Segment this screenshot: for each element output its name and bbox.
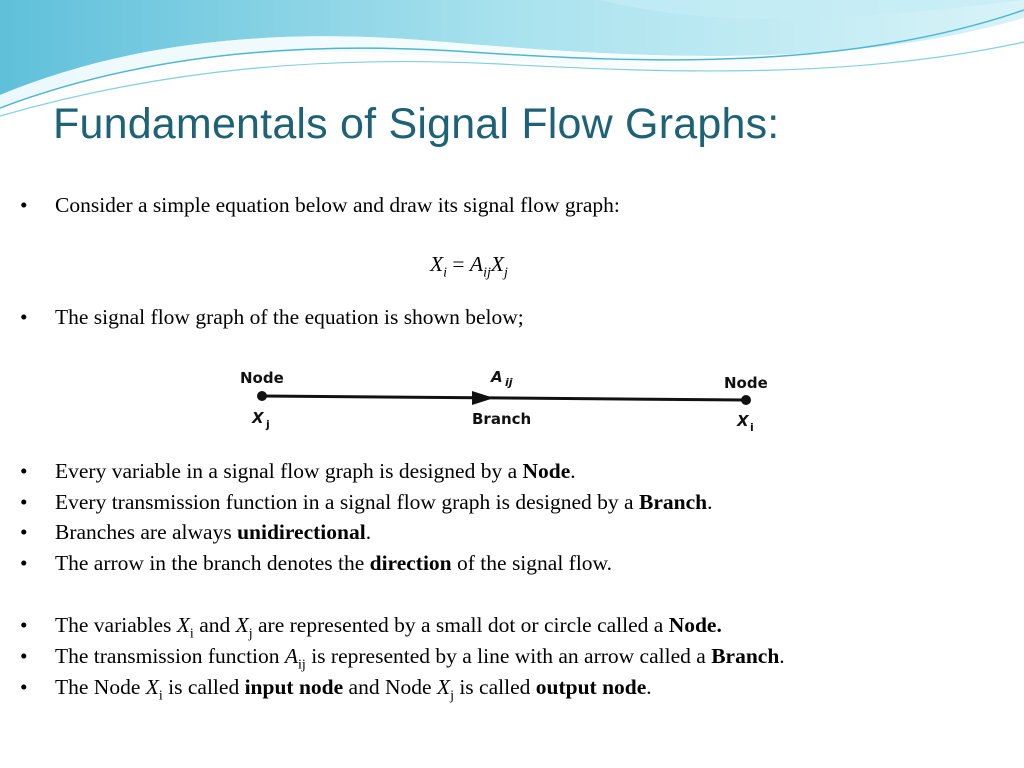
node-dot-left <box>257 391 267 401</box>
bullet-text: are represented by a small dot or circle called a <box>252 613 669 637</box>
left-node-var: X <box>252 409 264 427</box>
var-xj: X <box>235 613 249 637</box>
bullet-marker: • <box>20 551 28 575</box>
bullet-bold-term: input node <box>244 675 344 699</box>
bullet-text: Consider a simple equation below and draw its signal flow graph: <box>55 193 620 217</box>
bullet-item <box>20 458 576 484</box>
branch-gain: A <box>491 368 503 386</box>
signal-flow-graph-diagram <box>232 362 777 434</box>
var-xi-sub: i <box>158 688 163 704</box>
bullet-text: The Node <box>55 675 146 699</box>
bullet-text-end: . <box>707 490 713 514</box>
equation <box>430 252 508 281</box>
bullet-item <box>20 674 652 704</box>
slide-title: Fundamentals of Signal Flow Graphs: <box>53 100 780 148</box>
bullet-text-end: . <box>365 520 372 544</box>
bullet-text: is represented by a line with an arrow called a <box>305 644 712 668</box>
var-xj-sub: j <box>248 626 253 642</box>
var-xj: X <box>436 675 451 699</box>
eq-rhs-var: X <box>490 252 504 276</box>
eq-lhs-var: X <box>430 252 444 276</box>
bullet-bold-term: Branch <box>638 490 708 514</box>
right-node-label: Node <box>724 374 768 392</box>
bullet-marker: • <box>20 459 28 483</box>
var-aij: A <box>284 644 299 668</box>
bullet-item <box>20 519 371 545</box>
right-node-sub: i <box>750 421 754 434</box>
bullet-bold-term: Branch <box>711 644 780 668</box>
var-xi-sub: i <box>189 626 194 642</box>
bullet-bold-term: direction <box>369 551 452 575</box>
bullet-marker: • <box>20 644 28 668</box>
bullet-marker: • <box>20 613 28 637</box>
bullet-bold-term: Node <box>522 459 571 483</box>
node-dot-right <box>741 395 751 405</box>
bullet-bold-term: Node. <box>668 613 722 637</box>
bullet-text: is called <box>162 675 245 699</box>
eq-lhs-sub: i <box>443 265 448 281</box>
bullet-marker: • <box>20 675 28 699</box>
eq-equals: = <box>447 252 470 276</box>
bullet-text: and Node <box>343 675 437 699</box>
bullet-text: Branches are always <box>55 520 238 544</box>
bullet-bold-term: output node <box>535 675 647 699</box>
var-xi: X <box>145 675 159 699</box>
bullet-item <box>20 489 712 515</box>
bullet-marker: • <box>20 193 28 217</box>
bullet-item <box>20 304 524 330</box>
bullet-item <box>20 612 722 642</box>
bullet-text: The variables <box>55 613 177 637</box>
bullet-text: and <box>193 613 236 637</box>
bullet-text-end: of the signal flow. <box>451 551 613 575</box>
bullet-item <box>20 550 612 576</box>
bullet-marker: • <box>20 490 28 514</box>
branch-gain-sub: ij <box>505 376 513 389</box>
bullet-text: Every transmission function in a signal flow graph is designed by a <box>55 490 639 514</box>
var-xi: X <box>176 613 190 637</box>
left-node-label: Node <box>240 369 284 387</box>
bullet-marker: • <box>20 520 28 544</box>
bullet-marker: • <box>20 305 28 329</box>
branch-label: Branch <box>472 410 532 428</box>
bullet-text: The arrow in the branch denotes the <box>55 551 370 575</box>
bullet-text: The signal flow graph of the equation is shown below; <box>55 305 524 329</box>
bullet-text-end: . <box>779 644 785 668</box>
var-aij-sub: ij <box>298 657 306 673</box>
bullet-text: Every variable in a signal flow graph is designed by a <box>55 459 523 483</box>
bullet-text-end: . <box>570 459 576 483</box>
eq-coef-sub: ij <box>483 265 491 281</box>
bullet-item <box>20 192 620 218</box>
bullet-text: is called <box>453 675 536 699</box>
bullet-text-end: . <box>646 675 652 699</box>
var-xj-sub: j <box>450 688 454 704</box>
bullet-text: The transmission function <box>55 644 285 668</box>
bullet-bold-term: unidirectional <box>237 520 366 544</box>
eq-rhs-sub: j <box>503 265 508 281</box>
eq-coef: A <box>469 252 484 276</box>
right-node-var: X <box>737 412 749 430</box>
left-node-sub: j <box>266 418 270 431</box>
bullet-item <box>20 643 785 673</box>
